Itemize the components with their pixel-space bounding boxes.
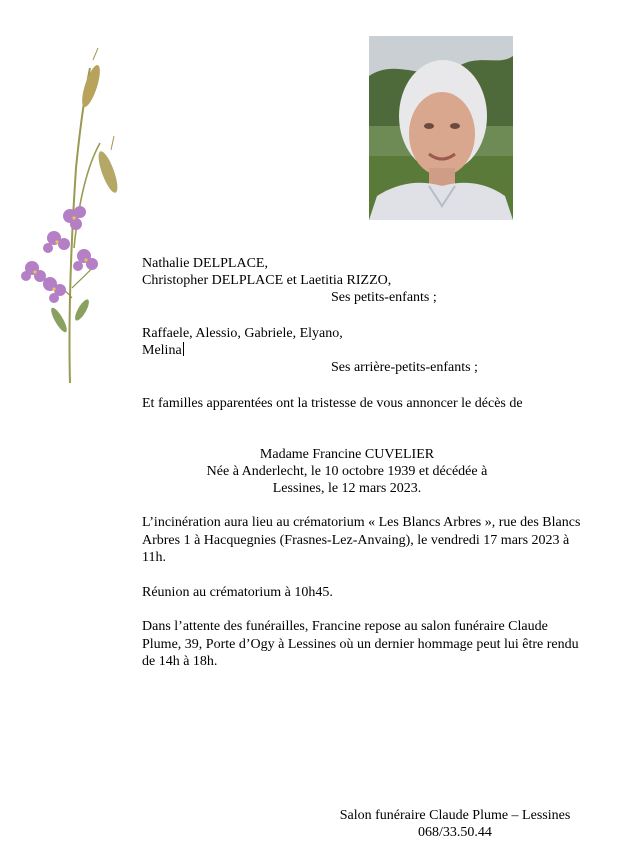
announcement-text	[142, 395, 602, 412]
footer	[300, 807, 610, 841]
footer-phone: 068/33.50.44	[418, 825, 492, 840]
deceased-place-date: Lessines, le 12 mars 2023.	[272, 481, 422, 496]
great-grandchildren-section	[142, 325, 602, 376]
deceased-birth-death: Née à Anderlecht, le 10 octobre 1939 et décédée à	[206, 464, 488, 479]
text-cursor	[183, 342, 184, 356]
cremation-paragraph: L’incinération aura lieu au crématorium « Les Blancs Arbres », rue des Blancs Arbres 1 à Hacquegnies (Frasnes-Lez-Anvaing), le vendredi 17 mars 2023 à 11h.	[142, 515, 581, 565]
grandchildren-section	[142, 255, 602, 306]
great-grandchildren-name: Melina	[142, 343, 182, 358]
great-grandchildren-line-1: Raffaele, Alessio, Gabriele, Elyano,	[142, 326, 343, 341]
grandchildren-line-2: Christopher DELPLACE et Laetitia RIZZO,	[142, 273, 392, 288]
grandchildren-line-1: Nathalie DELPLACE,	[142, 256, 268, 271]
great-grandchildren-line-2	[142, 342, 602, 359]
portrait-photo	[369, 36, 513, 220]
deceased-section	[142, 446, 552, 497]
deceased-name: Madame Francine CUVELIER	[259, 447, 435, 462]
flower-illustration	[14, 48, 126, 398]
funeral-home-paragraph: Dans l’attente des funérailles, Francine repose au salon funéraire Claude Plume, 39, Porte d’Ogy à Lessines où un dernier hommage peut lui être rendu de 14h à 18h.	[142, 619, 579, 669]
grandchildren-role: Ses petits-enfants ;	[331, 290, 437, 305]
great-grandchildren-role: Ses arrière-petits-enfants ;	[331, 360, 478, 375]
announcement-line: Et familles apparentées ont la tristesse de vous annoncer le décès de	[142, 396, 523, 411]
meeting-paragraph: Réunion au crématorium à 10h45.	[142, 585, 333, 600]
footer-name: Salon funéraire Claude Plume – Lessines	[339, 808, 571, 823]
